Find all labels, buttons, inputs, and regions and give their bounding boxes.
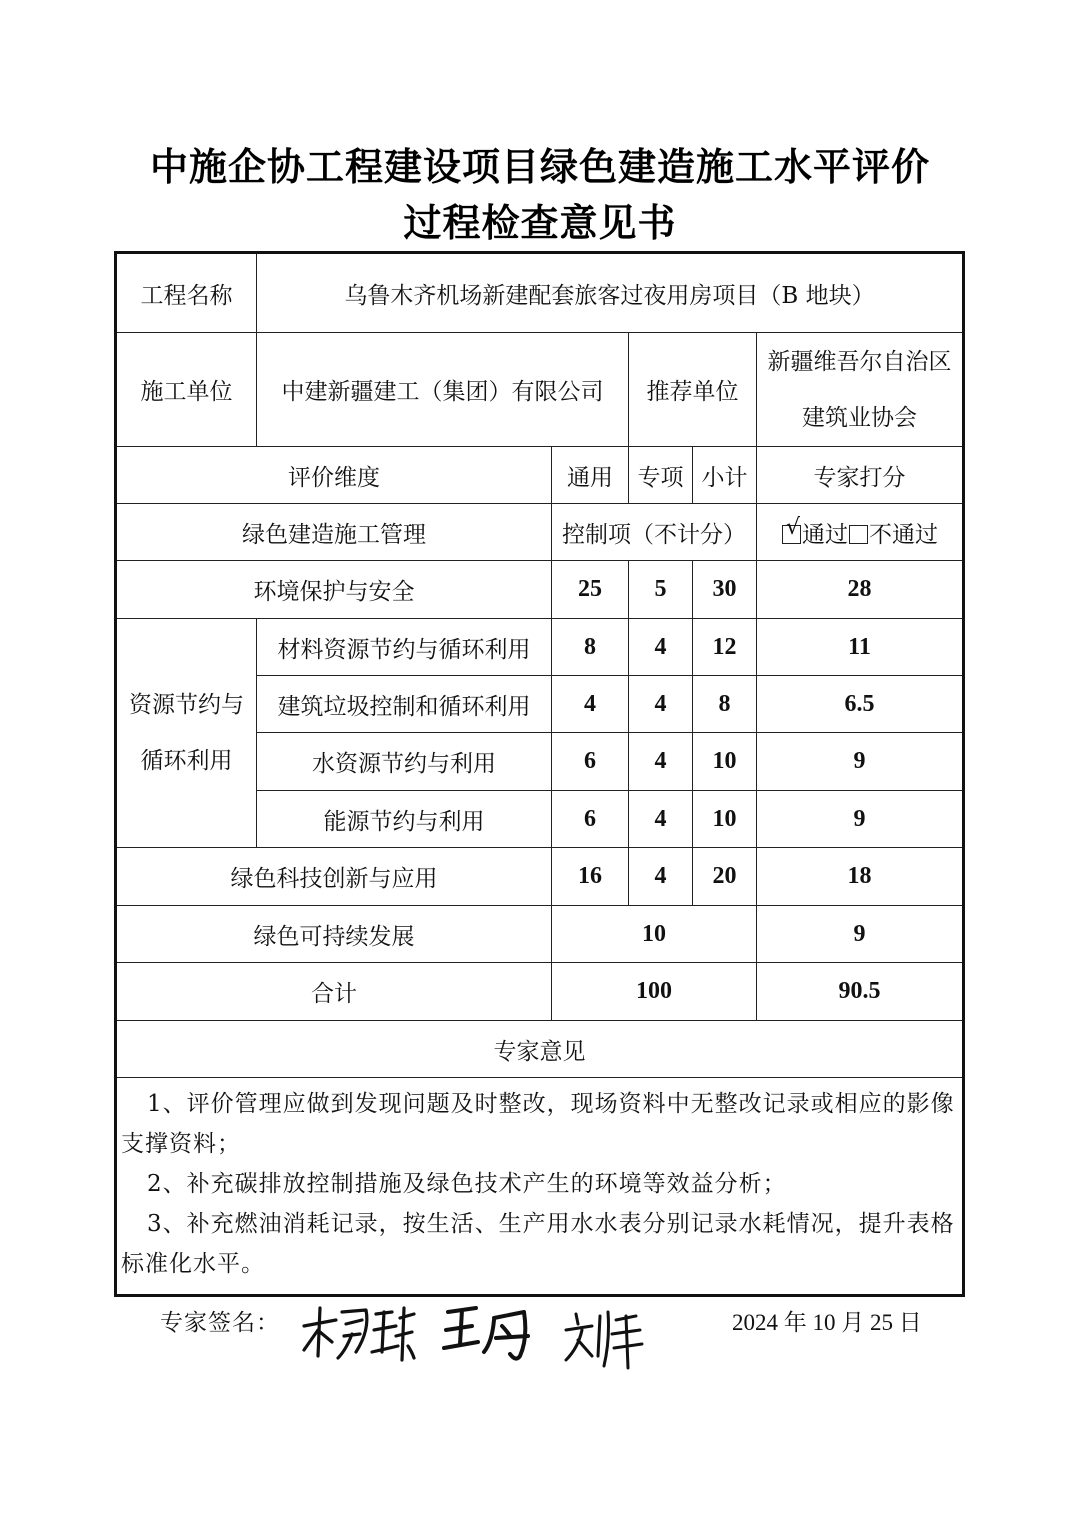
recommender-label: 推荐单位 [629, 333, 757, 447]
header-row [116, 447, 964, 504]
sustainable-label: 绿色可持续发展 [116, 906, 552, 963]
recommender-name [757, 333, 964, 447]
resource-label: 能源节约与利用 [257, 791, 552, 848]
resource-group-label-line1: 资源节约与 [129, 692, 244, 718]
header-dimension: 评价维度 [116, 447, 552, 504]
resource-general: 4 [552, 676, 629, 733]
environment-general: 25 [552, 561, 629, 619]
resource-special: 4 [629, 676, 693, 733]
environment-special: 5 [629, 561, 693, 619]
management-result [757, 504, 964, 561]
recommender-name-line2: 建筑业协会 [802, 404, 917, 431]
innovation-label: 绿色科技创新与应用 [116, 848, 552, 906]
resource-special: 4 [629, 619, 693, 676]
expert-signatures [296, 1290, 666, 1380]
handwritten-signature-1 [304, 1308, 414, 1360]
resource-score: 6.5 [757, 676, 964, 733]
resource-subtotal: 12 [693, 619, 757, 676]
resource-label: 材料资源节约与循环利用 [257, 619, 552, 676]
resource-group-label-line2: 循环利用 [140, 748, 233, 774]
opinion-item: 3、补充燃油消耗记录，按生活、生产用水水表分别记录水耗情况，提升表格标准化水平。 [121, 1211, 955, 1277]
management-label: 绿色建造施工管理 [116, 504, 552, 561]
pass-checkbox [782, 514, 801, 544]
fail-label: 不通过 [869, 521, 938, 548]
opinion-item: 1、评价管理应做到发现问题及时整改，现场资料中无整改记录或相应的影像支撑资料； [121, 1091, 955, 1157]
document-title-line1: 中施企协工程建设项目绿色建造施工水平评价 [149, 145, 930, 189]
total-row [116, 963, 964, 1021]
project-label: 工程名称 [116, 253, 257, 333]
project-row [116, 253, 964, 333]
innovation-score: 18 [757, 848, 964, 906]
resource-general: 6 [552, 733, 629, 791]
opinion-row [116, 1078, 964, 1296]
innovation-general: 16 [552, 848, 629, 906]
resource-subtotal: 10 [693, 791, 757, 848]
resource-subtotal: 10 [693, 733, 757, 791]
environment-subtotal: 30 [693, 561, 757, 619]
sustainable-row [116, 906, 964, 963]
resource-general: 8 [552, 619, 629, 676]
fail-checkbox [849, 525, 868, 544]
document-title-line2: 过程检查意见书 [403, 201, 677, 245]
pass-label: 通过 [802, 521, 848, 548]
total-points: 100 [552, 963, 757, 1021]
header-special: 专项 [629, 447, 693, 504]
signature-label: 专家签名： [160, 1310, 280, 1336]
sustainable-total: 10 [552, 906, 757, 963]
resource-special: 4 [629, 733, 693, 791]
opinion-header: 专家意见 [116, 1021, 964, 1078]
header-subtotal: 小计 [693, 447, 757, 504]
resource-special: 4 [629, 791, 693, 848]
contractor-label: 施工单位 [116, 333, 257, 447]
opinion-header-row [116, 1021, 964, 1078]
management-row [116, 504, 964, 561]
resource-group-label [116, 619, 257, 848]
recommender-name-line1: 新疆维吾尔自治区 [767, 348, 952, 375]
check-mark-icon: √ [786, 514, 801, 540]
sustainable-score: 9 [757, 906, 964, 963]
innovation-subtotal: 20 [693, 848, 757, 906]
handwritten-signature-3 [566, 1312, 642, 1368]
environment-score: 28 [757, 561, 964, 619]
contractor-name: 中建新疆建工（集团）有限公司 [257, 333, 629, 447]
total-score: 90.5 [757, 963, 964, 1021]
evaluation-table [114, 251, 965, 1297]
innovation-row [116, 848, 964, 906]
resource-subtotal: 8 [693, 676, 757, 733]
opinion-content [116, 1078, 964, 1296]
management-control: 控制项（不计分） [552, 504, 757, 561]
header-general: 通用 [552, 447, 629, 504]
resource-score: 9 [757, 733, 964, 791]
total-label: 合计 [116, 963, 552, 1021]
opinion-item: 2、补充碳排放控制措施及绿色技术产生的环境等效益分析； [147, 1171, 787, 1197]
contractor-row [116, 333, 964, 447]
project-name: 乌鲁木齐机场新建配套旅客过夜用房项目（B 地块） [257, 253, 964, 333]
environment-row [116, 561, 964, 619]
resource-general: 6 [552, 791, 629, 848]
resource-label: 水资源节约与利用 [257, 733, 552, 791]
resource-label: 建筑垃圾控制和循环利用 [257, 676, 552, 733]
environment-label: 环境保护与安全 [116, 561, 552, 619]
resource-row [116, 619, 964, 676]
header-score: 专家打分 [757, 447, 964, 504]
sign-date: 2024 年 10 月 25 日 [732, 1310, 922, 1335]
resource-score: 11 [757, 619, 964, 676]
handwritten-signature-2 [444, 1308, 528, 1359]
innovation-special: 4 [629, 848, 693, 906]
resource-score: 9 [757, 791, 964, 848]
